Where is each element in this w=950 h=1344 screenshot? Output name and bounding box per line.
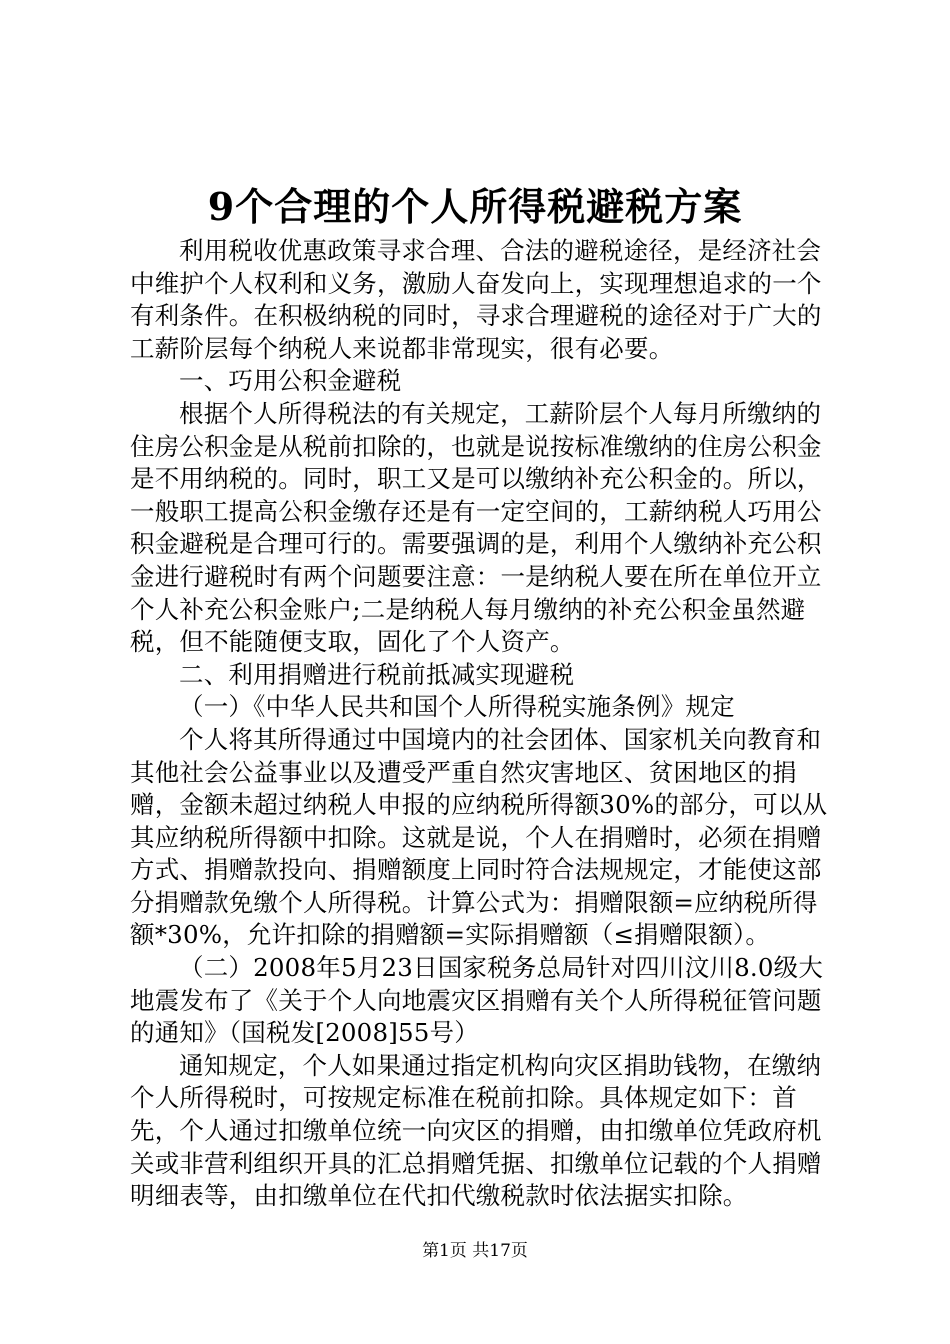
- subsection-2-paragraph: 通知规定，个人如果通过指定机构向灾区捐助钱物，在缴纳个人所得税时，可按规定标准在税前扣除。具体规定如下：首先，个人通过扣缴单位统一向灾区的捐赠，由扣缴单位凭政府机关或非营利组织开具的汇总捐赠凭据、扣缴单位记载的个人捐赠明细表等，由扣缴单位在代扣代缴税款时依法据实扣除。: [130, 1050, 822, 1211]
- subsection-heading-1: （一）《中华人民共和国个人所得税实施条例》规定: [179, 692, 735, 722]
- section-heading-2: 二、利用捐赠进行税前抵减实现避税: [179, 659, 575, 689]
- subsection-heading-2: （二）2008年5月23日国家税务总局针对四川汶川8.0级大地震发布了《关于个人向地震灾区捐赠有关个人所得税征管问题的通知》（国税发[2008]55号）: [130, 953, 824, 1048]
- page-footer: 第1页 共17页: [422, 1241, 528, 1261]
- document-body: [130, 235, 830, 1213]
- subsection-1-paragraph: 个人将其所得通过中国境内的社会团体、国家机关向教育和其他社会公益事业以及遭受严重自然灾害地区、贫困地区的捐赠，金额未超过纳税人申报的应纳税所得额30%的部分，可以从其应纳税所得额中扣除。这就是说，个人在捐赠时，必须在捐赠方式、捐赠款投向、捐赠额度上同时符合法规规定，才能使这部分捐赠款免缴个人所得税。计算公式为：捐赠限额=应纳税所得额*30%，允许扣除的捐赠额=实际捐赠额（≤捐赠限额）。: [130, 724, 828, 950]
- section-heading-1: 一、巧用公积金避税: [179, 366, 402, 396]
- document-title: 9个合理的个人所得税避税方案: [207, 184, 743, 229]
- intro-paragraph: 利用税收优惠政策寻求合理、合法的避税途径，是经济社会中维护个人权利和义务，激励人奋发向上，实现理想追求的一个有利条件。在积极纳税的同时，寻求合理避税的途径对于广大的工薪阶层每个纳税人来说都非常现实，很有必要。: [130, 236, 822, 363]
- section-1-paragraph: 根据个人所得税法的有关规定，工薪阶层个人每月所缴纳的住房公积金是从税前扣除的，也就是说按标准缴纳的住房公积金是不用纳税的。同时，职工又是可以缴纳补充公积金的。所以，一般职工提高公积金缴存还是有一定空间的，工薪纳税人巧用公积金避税是合理可行的。需要强调的是，利用个人缴纳补充公积金进行避税时有两个问题要注意：一是纳税人要在所在单位开立个人补充公积金账户;二是纳税人每月缴纳的补充公积金虽然避税，但不能随便支取，固化了个人资产。: [130, 398, 822, 657]
